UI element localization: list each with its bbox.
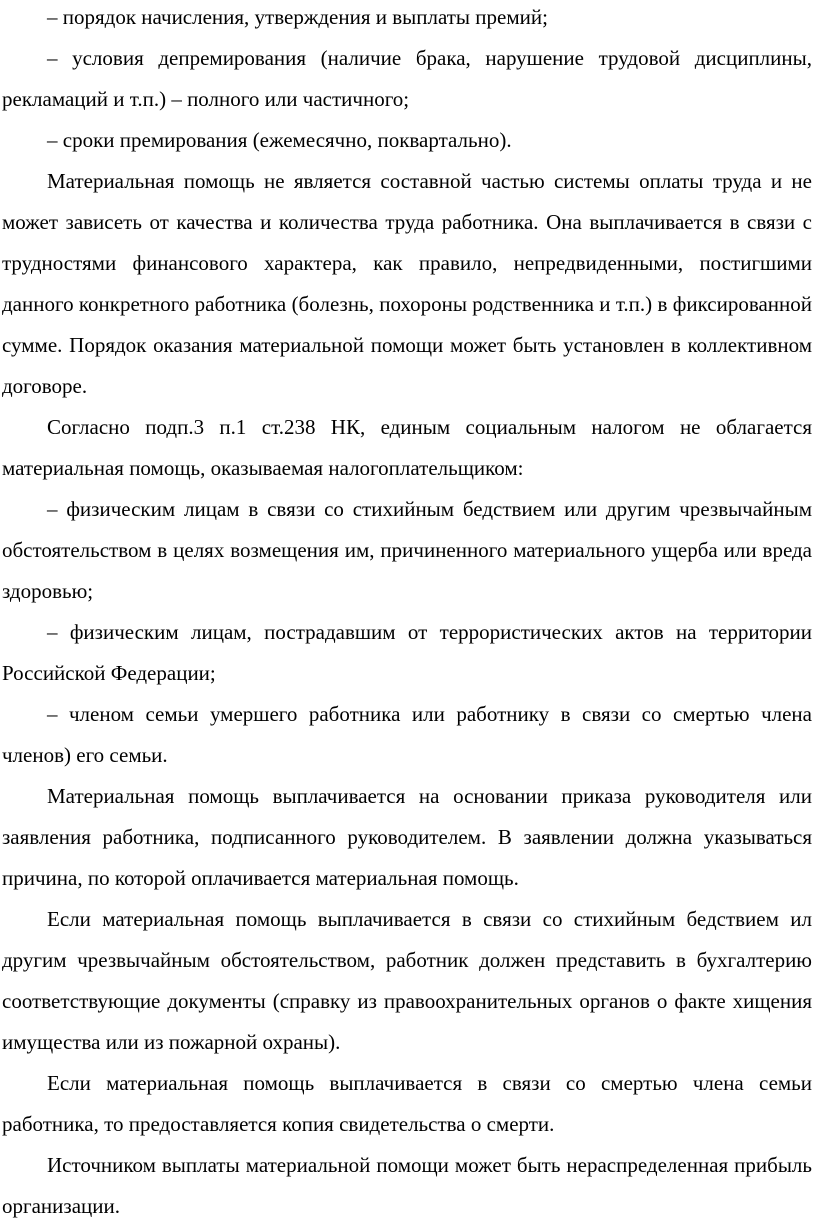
paragraph-funding-source: Источником выплаты материальной помощи может быть нераспределенная прибыль организации. [2, 1153, 812, 1218]
paragraph-disaster-documents: Если материальная помощь выплачивается в связи со стихийным бедствием ил другим чрезвычайным обстоятельством, работник должен представить в бухгалтерию соответствующие документы (справку из правоохранительных органов о факте хищения имущества или из пожарной охраны). [2, 907, 812, 1054]
paragraph-bonus-procedure: – порядок начисления, утверждения и выплаты премий; [47, 5, 548, 29]
paragraph-material-aid-definition: Материальная помощь не является составной частью системы оплаты труда и не может зависеть от качества и количества труда работника. Она выплачивается в связи с трудностями финансового характера, как правило, непредвиденными, постигшими данного конкретного работника (болезнь, похороны родственника и т.п.) в фиксированной сумме. Порядок оказания материальной помощи может быть установлен в коллективном договоре. [2, 169, 812, 398]
paragraph-tax-exemption: Согласно подп.3 п.1 ст.238 НК, единым социальным налогом не облагается материальная помощь, оказываемая налогоплательщиком: [2, 415, 812, 480]
paragraph-natural-disaster: – физическим лицам в связи со стихийным бедствием или другим чрезвычайным обстоятельством в целях возмещения им, причиненного материального ущерба или вреда здоровью; [2, 497, 812, 603]
paragraph-terrorism-victims: – физическим лицам, пострадавшим от террористических актов на территории Российской Федерации; [2, 620, 812, 685]
paragraph-death-certificate: Если материальная помощь выплачивается в связи со смертью члена семьи работника, то предоставляется копия свидетельства о смерти. [2, 1071, 812, 1136]
paragraph-depremium-conditions: – условия депремирования (наличие брака, нарушение трудовой дисциплины, рекламаций и т.п.) – полного или частичного; [2, 46, 812, 111]
paragraph-payment-basis: Материальная помощь выплачивается на основании приказа руководителя или заявления работника, подписанного руководителем. В заявлении должна указываться причина, по которой оплачивается материальная помощь. [2, 784, 812, 890]
paragraph-bonus-terms: – сроки премирования (ежемесячно, поквартально). [47, 128, 512, 152]
paragraph-family-death: – членом семьи умершего работника или работнику в связи со смертью члена членов) его семьи. [2, 702, 812, 767]
